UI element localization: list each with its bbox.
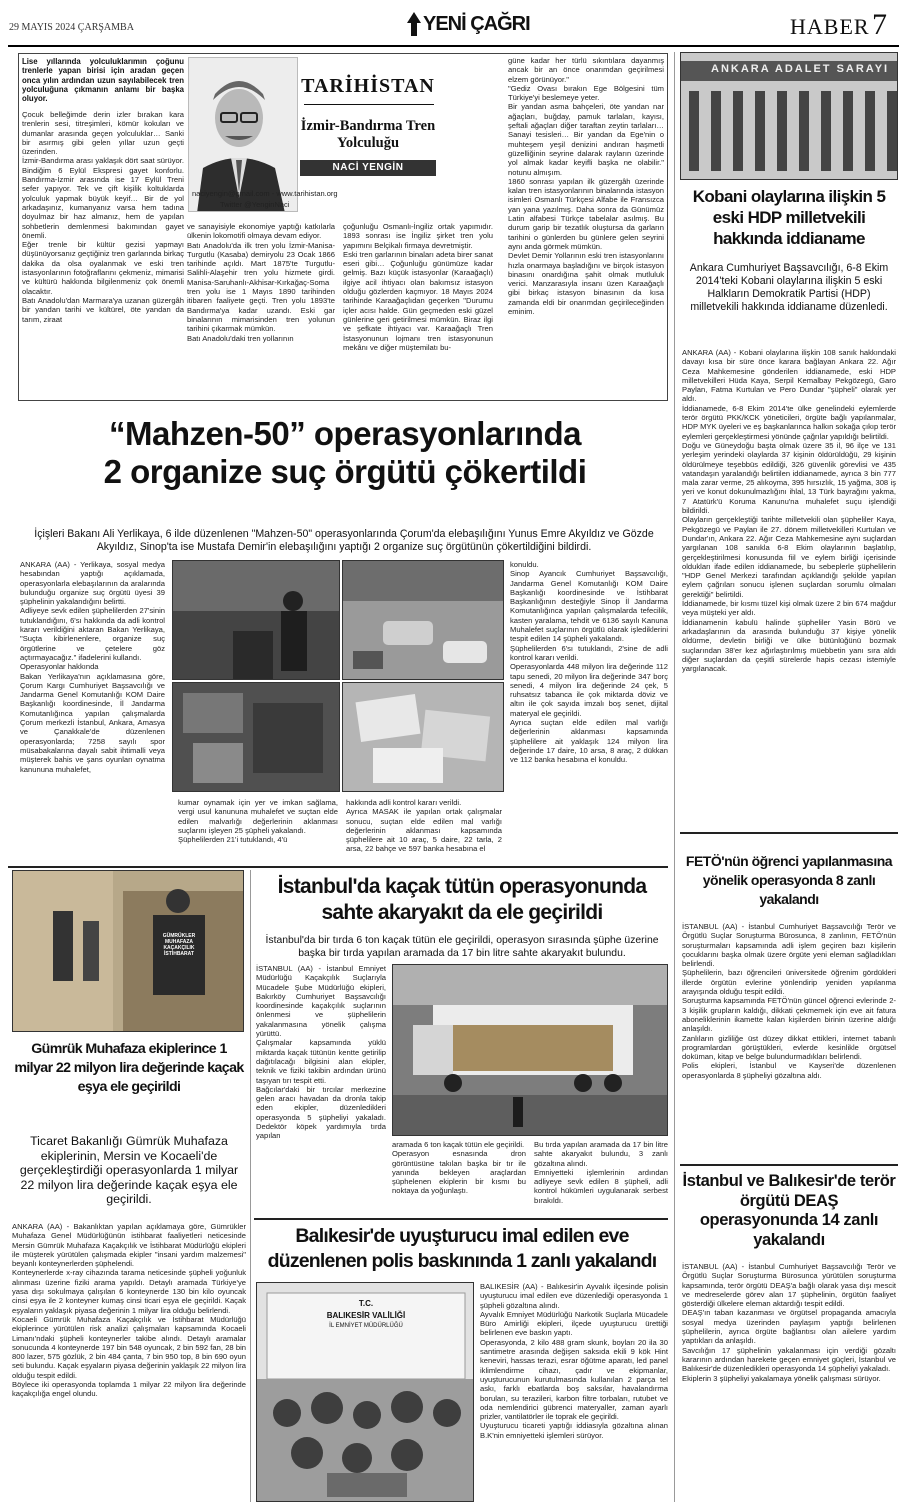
balikesir-top-rule [254,1218,668,1220]
column-text-4-body: güne kadar her türlü sıkıntılara dayanmış ancak bir an önce onarımdan geçirilmesi elzem görünüyor." "Gediz Ovası bırakın Ege Bölgesini tüm Türkiye'yi beslemeye yeter. Bir yandan asma bahçeleri, öte yandan nar ağaçları, buğday, pamuk tarlaları, kayısı, şeftali ağaçları diğer taraftan zeytin tarlaları… Sanayi tesisleri… Bir yandan da Ege'nin o muhteşem yeşil denizini andıran haşmetli güzelliğinin seyrine dalarak rayların üzerinde yol almak kadar keyifli başka ne olabilir." notunu almışım. 1860 sonrası yapılan ilk güzergâh üzerinde kalan tren istasyonlarının binalarında istasyon isimleri Osmanlı Türkçesi Alfabe ile Fransızca yan yana yazılmış. Daha sonra da Günümüz Latin alfabesi Türkçe tabelalar asılmış. Bu durum garip bir tezatlık oluştursa da garların tarihini o günlerden bu günlere gelen seyrini aynı anda görmek mümkün. Devlet Demir Yollarının eski tren istasyonlarını hızla onarmaya başladığını ve birçok istasyon binasını onardığına şahit olmak mutluluk verici. Manzarasıyla insanı üzen Karaağaçlı gibi birkaç istasyon binasının da kısa zamanda eldi bir onarımdan geçirileceğinden eminim. [508,56,664,317]
column-lead: Lise yıllarında yolculuklarımın çoğunu trenlerle yapan birisi için aradan geçen onca yılın ardından uzun sayılabilecek tren yolculuğuna çıkmanın anlamı bir başka oluyor. [22,57,184,104]
kobani-text-body: ANKARA (AA) - Kobani olaylarına ilişkin 108 sanık hakkındaki davayı kısa bir süre önce karara bağlayan Ankara 22. Ağır Ceza Mahkemesine gönderilen iddianamede, eski HDP milletvekilleri Hüda Kaya, Serpil Kemalbay Pekgözegü, Garo Paylan, Fatma Kurtulan ve Pero Dundar "şüpheli" olarak yer aldı. İddianamede, 6-8 Ekim 2014'te ülke genelindeki eylemlerde terör örgütü PKK/KCK yöneticileri, örgüte bağlı yapılanmalar, HDP MYK üyeleri ve eş başkanlarınca halkın sokağa çıkıp terör eylemleri gerçekleştirmesi yönünde çağrılar yapıldığı belirtildi. Doğu ve Güneydoğu başta olmak üzere 35 il, 96 ilçe ve 131 yerleşim yerindeki olaylarda 37 kişinin öldürüldüğü, 29 kişinin öldürülmeye teşebbüs edildiği, 326 güvenlik görevlisi ve 435 vatandaşın yaralandığı belirtilen iddianamede, ayrıca 3 bin 777 mala zarar verme, 25 alıkoyma, 395 hırsızlık, 15 yağma, 308 iş yeri ve konut dokunulmazlığını ihlal, 13 Türk bayrağını yakma, 7 Atatürk'ü Koruma Kanunu'na muhalefet suçu işlendiği bildirildi. Olayların gerçekleştiği tarihte milletvekili olan şüpheliler Kaya, Pekgözegü ve Paylan ile 27. dönem milletvekilleri Kurtulan ve Dundar'ın, Ankara 22. Ağır Ceza Mahkemesine aynı suçlardan yargılanan 108 sanıkla 6-8 Ekim olaylarının başlatılıp, gerçekleştirilmesi konusunda fiil ve eylem birliği içerisinde oldukları ifade edilen iddianamede, bu sebeplerle şüphelilerin "HDP Genel Merkezi tarafından açıklandığı şekilde yapılan eylem çağrıları sonucu işlenen suçlardan sorumlu olmaları gerektiği" belirtildi. İddianamede, bir kısmı tüzel kişi olmak üzere 2 bin 674 mağdur veya müşteki yer aldı. İddianamenin kabulü halinde şüpheliler Yasin Börü ve arkadaşlarının da arasında bulunduğu 37 kişiye yönelik öldürme, devletin birliği ve ülke bütünlüğünü bozmak suçlarından 38'er kez ağırlaştırılmış müebbetin yanı sıra aldı diğer suçlardan da çeşitli sürelerde hapis cezası istemiyle yargılanacak. [682,348,896,674]
kobani-photo [680,52,898,180]
mahzen-deck: İçişleri Bakanı Ali Yerlikaya, 6 ilde düzenlenen "Mahzen-50" operasyonlarında Çorum'da elebaşılığını Yunus Emre Akyıldız ve Gözde Akyıldız, Sinop'ta ise Mustafa Demir'in elebaşılığını yaptığı 2 organize suç örgütünün çökertildiğini bildirdi. [34,528,654,553]
seized-items-photo-icon [173,683,340,792]
mahzen-text-4 [510,560,668,862]
feto-text [682,922,896,1158]
mahzen-text-1 [20,560,165,860]
page-number: 7 [872,8,887,41]
mahzen-text-3 [346,798,502,862]
kobani-divider [680,832,898,834]
officer-vest-text: GÜMRÜKLER MUHAFAZA KAÇAKÇILIK İSTİHBARAT [162,933,196,957]
gumruk-deck: Ticaret Bakanlığı Gümrük Muhafaza ekiplerinin, Mersin ve Kocaeli'de gerçekleştirdiği operasyonlarda 1 milyar 22 milyon lira değerinde kaçak eşya ele geçirildi. [19,1134,239,1206]
mahzen-photo-4 [342,682,504,792]
mahzen-headline-line-1: “Mahzen-50” operasyonlarında [109,415,581,452]
gumruk-separator [250,870,251,1502]
issue-date: 29 MAYIS 2024 ÇARŞAMBA [9,22,134,33]
column-text-1-body: Çocuk belleğimde derin izler bırakan kara trenlerin sesi, titreşimleri, kömür kokuları ve dumanlar arasında geçen yolculuklar… Sanki bir asırmış gibi gelen yıllar uzun geçti üzerinden. İzmir-Bandırma arası yaklaşık dört saat sürüyor. Bindiğim 6 Eylül Ekspresi gayet konforlu. Bandırma-İzmir arasında ise 17 Eylül Treni sefer yapıyor. Tek ve çift kişilik koltuklarda yolculuk yapmak büyük keyif… Bir de yol arkadaşınız, kumanyanız varsa hem tadına doyulmaz bir haz almanız, hem de yapılan sohbetlerin demlenmesi bakımından gayet önemli. Eğer trenle bir kültür gezisi yapmayı düşünüyorsanız geçtiğiniz tren garlarında birkaç dakika da olsa oyalanmak ve eski tren istasyonlarının fotoğraflarını çekmeniz, mimarisi ve kültürü hakkında bilgilenmeniz çok önemli olacaktır. Batı Anadolu'dan Marmara'ya uzanan güzergâh bir yandan tarihi ve kültürel, öte yandan da tarım, ziraat [22,110,184,324]
tutun-headline: İstanbul'da kaçak tütün operasyonunda sahte akaryakıt da ele geçirildi [277,875,647,924]
column-text-1 [22,110,184,397]
column-title: İzmir-Bandırma Tren Yolculuğu [300,118,436,151]
armed-officers-photo-icon [173,561,340,680]
balikesir-photo [256,1282,474,1502]
gumruk-text [12,1222,246,1504]
deas-headline: İstanbul ve Balıkesir'de terör örgütü DEAŞ operasyonunda 14 zanlı yakalandı [682,1172,896,1249]
tutun-text-3 [534,1140,668,1216]
column-text-4 [508,56,664,398]
author-email: naciyengin@gmail.com - www.tarihistan.org [192,189,338,198]
balikesir-text [480,1282,668,1504]
customs-officers-photo-icon [13,871,244,1032]
kobani-text [682,348,896,826]
balikesir-text-body: BALIKESİR (AA) - Balıkesir'in Ayvalık ilçesinde polisin uyuşturucu imal edilen eve düzenlediği operasyonda 1 şüpheli gözaltına alındı. Ayvalık Emniyet Müdürlüğü Narkotik Suçlarla Mücadele Büro Amirliği ekipleri, ilçede uyuşturucu ürettiği belirlenen eve baskın yaptı. Operasyonda, 2 kilo 488 gram skunk, boyları 20 ila 30 santimetre arasında değişen saksıda ekili 9 kök Hint keneviri, hassas terazi, esrar öğütme aparatı, led panel iklimlendirme cihazı, çadır ve ekipmanlar, uyuşturucunun kurutulmasında kullanılan 2 parça tel askı, farklı ebatlarda boş saksılar, havalandırma boruları, su terazileri, karbon filtre torbaları, rutubet ve oda nemlendirici gübrenci materyaller, zaman ayarlı prizler, vantilatörler ile toprak ele geçirildi. Uyuşturucu ticareti yaptığı iddiasıyla gözaltına alınan B.K'nin emniyetteki işlemleri sürüyor. [480,1282,668,1440]
kobani-deck: Ankara Cumhuriyet Başsavcılığı, 6-8 Ekim 2014'teki Kobani olaylarına ilişkin 5 eski Halkların Demokratik Partisi (HDP) milletvekili hakkında iddianame düzenledi. [689,262,889,313]
vehicles-yard-photo-icon [343,561,504,680]
section-name: HABER [790,14,870,39]
column-text-2 [187,222,335,398]
masthead-rule [8,45,899,47]
mahzen-text-2 [178,798,338,862]
courthouse-sign: ANKARA ADALET SARAYI [711,63,890,75]
masthead [0,0,907,46]
deas-text [682,1262,896,1502]
tutun-text-1-body: İSTANBUL (AA) - İstanbul Emniyet Müdürlüğü Kaçakçılık Suçlarıyla Mücadele Şube Müdürlüğü ekipleri, Bakırköy Cumhuriyet Başsavcılığı koordinesinde kaçakçılık suçlarının önlenmesi ve şüphelilerin yakalanmasına yönelik çalışma yürüttü. Çalışmalar kapsamında yüklü miktarda kaçak tütünün kentte getirilip dağıtılacağı bilgisini alan ekipler, teknik ve fiziki takibin ardından ürünü taşıyan tırı tespit etti. Bağcılar'daki bir tırcılar merkezine gelen aracı havadan da dronla takip eden ekipler, düzenledikleri operasyonda 5 şüpheliyi yakaladı. Dedektör köpek yardımıyla tırda yapılan [256,964,386,1141]
logo-mark-icon [405,11,423,37]
tutun-text-3-body: Bu tırda yapılan aramada da 17 bin litre sahte akaryakıt bulundu, 3 zanlı gözaltına alındı. Emniyetteki işlemlerinin ardından adliyeye sevk edilen 8 şüpheli, adli kontrol hükümleri uygulanarak serbest bırakıldı. [534,1140,668,1205]
truck-inspection-photo-icon [393,965,668,1136]
kicker-rule [304,104,434,105]
gumruk-photo [12,870,244,1032]
column-text-3-body: çoğunluğu Osmanlı-İngiliz ortak yapımıdır. 1893 sonrası ise İngiliz şirket tren yolu yapımını Belçikalı firmaya devretmiştir. Eski tren garlarının binaları adeta birer sanat eseri gibi… Çoğunluğu günümüze kadar gelmiş. Bazı küçük istasyonlar (Karaağaçlı) ilgiye acil ihtiyacı olan bakımsız istasyon olduğu gözlerden kaçmıyor. 18 Mayıs 2024 tarihinde Karaağaçlıdan geçerken "Durumu içler acısı halde. Gün geçmeden eski güzel günlerine geri getirilmesi mümkün. Biraz ilgi ve şefkate ihtiyacı var. Karaağaçlı Tren İstasyonunun lojmanı tren istasyonunun mekânı ve diğer müştemilatı bu- [343,222,493,352]
column-author: NACİ YENGİN [300,160,436,176]
balikesir-headline: Balıkesir'de uyuşturucu imal edilen eve düzenlenen polis baskınında 1 zanlı yakalandı [267,1225,657,1272]
tutun-deck: İstanbul'da bir tırda 6 ton kaçak tütün ele geçirildi, operasyon sırasında şüphe üzerine başka bir tırda yapılan aramada da 17 bin litre sahte akaryakıt bulundu. [265,935,659,959]
newspaper-logo [405,11,530,39]
mahzen-photo-3 [172,682,340,792]
right-column-separator [674,52,675,1502]
mahzen-text-4-body: konuldu. Sinop Ayancık Cumhuriyet Başsavcılığı, Jandarma Genel Komutanlığı KOM Daire Başkanlığı koordinesinde ve İstihbarat Başkanlığının desteğiyle Sinop İl Jandarma Komutanlığınca yapılan çalışmalarda tefecilik, kasten yaralama, tehdit ve 6136 sayılı Kanuna Muhalefet suçlarının örgütlü olarak işlediklerini tespit edilen 14 şüpheli yakalandı. Şüphelilerden 6'sı tutuklandı, 2'sine de adli kontrol kararı verildi. Operasyonlarda 448 milyon lira değerinde 112 tapu senedi, 20 milyon lira değerinde 347 borç senedi, 4 milyon lira değerinde 24 çek, 5 ruhsatsız tabanca ile çok miktarda döviz ve altın ile çok sayıda imzalı boş senet, dijital materyal ele geçirildi. Ayrıca suçtan elde edilen mal varlığı değerlerinin aklanması kapsamında şüphelilere ait yaklaşık 124 milyon lira değerinde 17 daire, 10 arsa, 8 araç, 2 dükkan ve 112 banka hesabına el konuldu. [510,560,668,765]
documents-photo-icon [343,683,504,792]
gumruk-text-body: ANKARA (AA) - Bakanlıktan yapılan açıklamaya göre, Gümrükler Muhafaza Genel Müdürlüğünün istihbarat faaliyetleri neticesinde Mersin Gümrük Muhafaza Kaçakçılık ve İstihbarat Müdürlüğü ekipleri ile müşterek yürütülen çalışmada ekipler "insani yardım malzemesi" beyanlı konteynerlerden şüphelendi. Konteynerlerde x-ray cihazında tarama neticesinde şüpheli yoğunluk alınması üzerine fiziki arama yapıldı. Detaylı aramada Türkiye'ye yasa dışı sokulmaya çalışılan 6 konteynerde 130 bin kilo oyuncak cinsi eşya ile 2 konteyner kumaş cinsi ticari eşya ele geçirildi. Kaçak eşyaların yaklaşık piyasa değerinin 1 milyar lira olduğu belirlendi. Kocaeli Gümrük Muhafaza Kaçakçılık ve İstihbarat Müdürlüğü ekiplerince yürütülen risk analizi çalışmaları kapsamında Kocaeli Limanı'ndaki şüpheli konteynerler takibe alındı. Detaylı aramalar sonucunda 4 konteynerde 197 bin 548 oyuncak, 2 bin 592 fan, 28 bin 800 lazer, 575 gözlük, 2 bin 484 çanta, 7 bin 950 top, 8 bin 690 oyun seti bulundu. Kaçak eşyaların piyasa değerinin yaklaşık 22 milyon lira olduğu tespit edildi. Böylece iki operasyonda toplamda 1 milyar 22 milyon lira değerinde kaçakçılığa engel olundu. [12,1222,246,1399]
mahzen-photo-2 [342,560,504,680]
mahzen-text-2-body: kumar oynamak için yer ve imkan sağlama, vergi usul kanununa muhalefet ve suçtan elde edilen malvarlığı değerlerinin aklanması suçlarını işleyen 25 şüpheli yakalandı. Şüphelilerden 21'i tutuklandı, 4'ü [178,798,338,845]
balikesir-banner-title: BALIKESİR VALİLİĞİ [326,1311,406,1320]
kobani-headline: Kobani olaylarına ilişkin 5 eski HDP milletvekili hakkında iddianame [692,187,886,248]
column-kicker: TARİHİSTAN [301,75,435,97]
tutun-text-2-body: aramada 6 ton kaçak tütün ele geçirildi. Operasyon esnasında dron görüntüsüne takılan başka bir tır ile yanında bekleyen araçlardan şüphelenen ekiplerin bir kısmı bu noktaya da yoğunlaştı. [392,1140,526,1196]
mahzen-photo-1 [172,560,340,680]
column-text-2-body: ve sanayisiyle ekonomiye yaptığı katkılarla ülkenin lokomotifi olmaya devam ediyor. Batı Anadolu'da ilk tren yolu İzmir-Manisa-Turgutlu (Kasaba) demiryolu 23 Ocak 1866 tarihinde açıldı. Mart 1875'te Turgutlu- Salihli-Alaşehir tren yolu hizmete girdi. Manisa-Saruhanlı-Akhisar-Kırkağaç-Soma tren yolu ise 1 Mayıs 1890 tarihinden itibaren faaliyete geçti. Tren yolu 1893'te Bandırma'ya kadar uzandı. Eski gar binalarının mimarisinden tren yolunun tarihini çıkarmak mümkün. Batı Anadolu'daki tren yollarının [187,222,335,343]
mahzen-text-3-body: hakkında adli kontrol kararı verildi. Ayrıca MASAK ile yapılan ortak çalışmalar sonucu, suçtan elde edilen mal varlığı değerlerinin aklanması kapsamında şüphelilere ait 10 araç, 5 daire, 22 tarla, 2 arsa, 22 bahçe ve 597 banka hesabına el [346,798,502,854]
mahzen-text-1-body: ANKARA (AA) - Yerlikaya, sosyal medya hesabından yaptığı açıklamada, operasyonlarla elebaşılarının da aralarında bulunduğu organize suç örgütü üyesi 39 şüphelinin yakalandığını belirtti. Adliyeye sevk edilen şüphelilerden 27'sinin tutuklandığını, 6'sı hakkında da adli kontrol kararı verildiğini aktaran Bakan Yerlikaya, "Suçta kibirlenenlere, organize suç örgütlerine ve çetelere göz açtırmayacağız." ifadelerini kullandı. Operasyonlar hakkında Bakan Yerlikaya'nın açıklamasına göre, Çorum Kargı Cumhuriyet Başsavcılığı ve Jandarma Genel Komutanlığı KOM Daire Başkanlığı koordinesinde, İl Jandarma Komutanlığınca yapılan çalışmalarda Çorum merkezli İstanbul, Ankara, Amasya ve Çanakkale'de düzenlenen operasyonlarda; 7258 sayılı spor müsabakalarına dayalı sabit ihtimalli veya müşterek bahis ve şans oyunları oynatma kanununa muhalefet, [20,560,165,774]
tutun-photo [392,964,668,1136]
mahzen-headline-line-2: 2 organize suç örgütü çökertildi [103,453,587,490]
gumruk-top-rule [8,866,668,868]
author-twitter: Twitter @YenginNaci [220,200,290,209]
logo-text: YENİ ÇAĞRI [423,13,530,35]
balikesir-banner-sub: İL EMNİYET MÜDÜRLÜĞÜ [329,1323,403,1329]
tutun-text-2 [392,1140,526,1216]
feto-divider [680,1164,898,1166]
mahzen-headline [20,416,670,490]
feto-headline: FETÖ'nün öğrenci yapılanmasına yönelik operasyonda 8 zanlı yakalandı [685,853,893,907]
feto-text-body: İSTANBUL (AA) - İstanbul Cumhuriyet Başsavcılığı Terör ve Örgütlü Suçlar Soruşturma Bürosunca, 8 zanlının, FETÖ'nün soruşturmaları kapsamında adli işlem geçiren bazı kişilerin çocuklarını başka olmak üzere örgüte yeni eleman sağladıkları belirlendi. Şüphelilerin, bazı öğrencileri üniversitede öğrenim gördükleri illerde örgütün evlerine yönlendirip yeniden yapılanma arayışında olduğu tespit edildi. Soruşturma kapsamında FETÖ'nün güncel öğrenci evlerinde 2-3 kişilik grupların kaldığı, dikkati çekmemek için eve ait fatura aboneliklerinin ikamette kalan kişilerden birinin üzerine aldığı anlaşıldı. Zanlıların gizliliğe üst düzey dikkat ettikleri, internet tabanlı programlardan görüştükleri, evlerde kesinlikle örgütsel doküman, kitap ve belge bulundurmadıkları belirlendi. Polis ekipleri, İstanbul ve Kayseri'de düzenlenen operasyonlarda 8 şüpheliyi gözaltına aldı. [682,922,896,1080]
column-text-3 [343,222,493,398]
balikesir-banner-tc: T.C. [358,1299,374,1308]
gumruk-headline: Gümrük Muhafaza ekiplerince 1 milyar 22 milyon lira değerinde kaçak eşya ele geçirildi [14,1041,244,1095]
tutun-text-1 [256,964,386,1216]
deas-text-body: İSTANBUL (AA) - İstanbul Cumhuriyet Başsavcılığı Terör ve Örgütlü Suçlar Soruşturma Bürosunca yürütülen soruşturma kapsamında, terör örgütü DEAŞ'a bağlı olarak yasa dışı mescit ve medreselerde görev alan 17 şüphelinin, örgütün faaliyet gösterdiği ülkelere eleman aktardığı tespit edildi. DEAŞ'ın taban kazanması ve örgütsel propaganda amacıyla sosyal medya üzerinden paylaşım yaptığı belirlenen şüphelilerin, ayrıca örgüte bağlantısı olan ailelere yardım yaptıkları da anlaşıldı. Savcılığın 17 şüphelinin yakalanması için verdiği gözaltı kararının ardından harekete geçen emniyet güçleri, İstanbul ve Balıkesir'de düzenledikleri operasyonda 14 şüpheliyi yakaladı. Ekiplerin 3 şüpheliyi yakalamaya yönelik çalışması sürüyor. [682,1262,896,1383]
